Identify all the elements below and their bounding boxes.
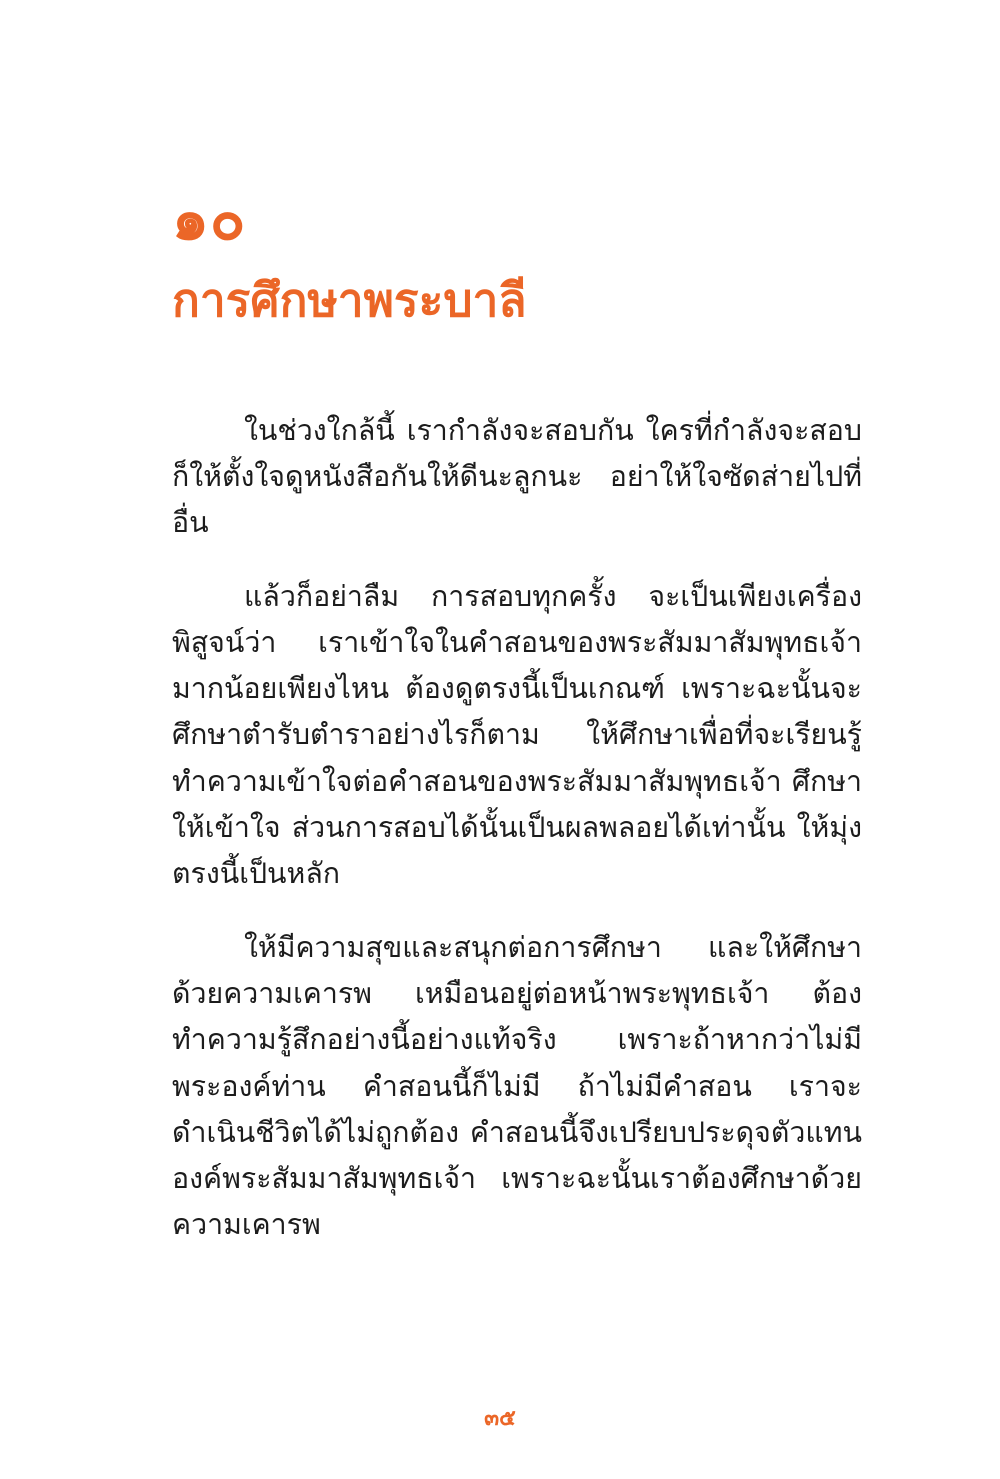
paragraph: ให้มีความสุขและสนุกต่อการศึกษา และให้ศึกษาด้วยความเคารพ เหมือนอยู่ต่อหน้าพระพุทธเจ้า ต้องทำความรู้สึกอย่างนี้อย่างแท้จริง เพราะถ้าหากว่าไม่มีพระองค์ท่าน คำสอนนี้ก็ไม่มี ถ้าไม่มีคำสอน เราจะดำเนินชีวิตได้ไม่ถูกต้อง คำสอนนี้จึงเปรียบประดุจตัวแทนองค์พระสัมมาสัมพุทธเจ้า เพราะฉะนั้นเราต้องศึกษาด้วยความเคารพ xyxy=(172,931,862,1241)
chapter-number: ๑๐ xyxy=(172,185,247,253)
body-text xyxy=(172,408,862,1249)
page-number: ๓๕ xyxy=(484,1406,516,1431)
page-content xyxy=(172,0,862,1248)
chapter-title: การศึกษาพระบาลี xyxy=(172,273,527,327)
paragraph: แล้วก็อย่าลืม การสอบทุกครั้ง จะเป็นเพียงเครื่องพิสูจน์ว่า เราเข้าใจในคำสอนของพระสัมมาสัมพุทธเจ้ามากน้อยเพียงไหน ต้องดูตรงนี้เป็นเกณฑ์ เพราะฉะนั้นจะศึกษาตำรับตำราอย่างไรก็ตาม ให้ศึกษาเพื่อที่จะเรียนรู้ทำความเข้าใจต่อคำสอนของพระสัมมาสัมพุทธเจ้า ศึกษาให้เข้าใจ ส่วนการสอบได้นั้นเป็นผลพลอยได้เท่านั้น ให้มุ่งตรงนี้เป็นหลัก xyxy=(172,579,862,890)
paragraph: ในช่วงใกล้นี้ เรากำลังจะสอบกัน ใครที่กำลังจะสอบก็ให้ตั้งใจดูหนังสือกันให้ดีนะลูกนะ อย่าให้ใจซัดส่ายไปที่อื่น xyxy=(172,413,862,539)
